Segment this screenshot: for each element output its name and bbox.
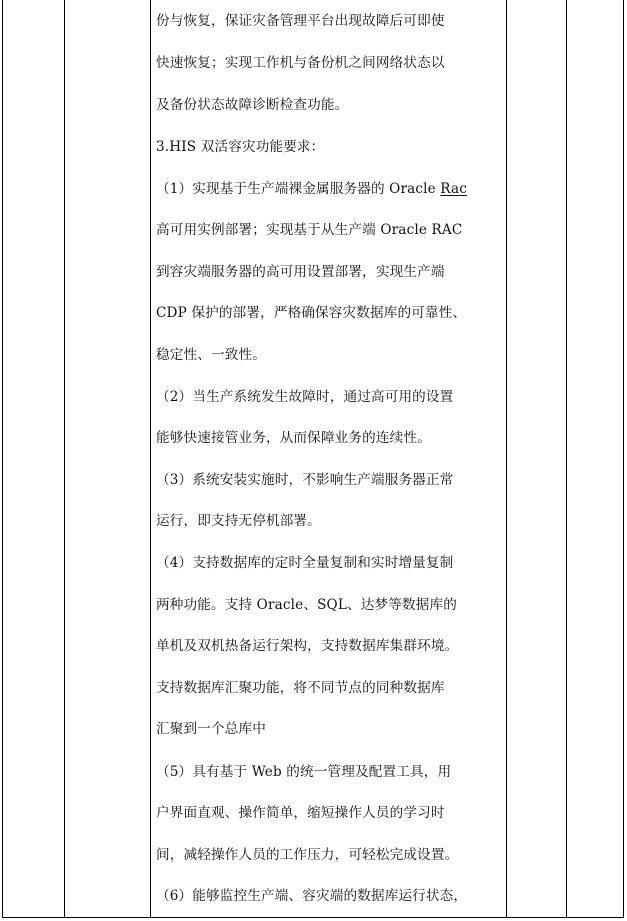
text-line: （5）具有基于 Web 的统一管理及配置工具，用: [156, 764, 452, 780]
text-line: （6）能够监控生产端、容灾端的数据库运行状态，: [156, 888, 468, 904]
text-line: CDP 保护的部署，严格确保容灾数据库的可靠性、: [156, 305, 467, 321]
text-line: 单机及双机热备运行架构，支持数据库集群环境。: [156, 638, 459, 654]
text-line: （3）系统安装实施时，不影响生产端服务器正常: [156, 472, 454, 488]
text-line: 汇聚到一个总库中: [156, 721, 266, 737]
text-line: 稳定性、一致性。: [156, 347, 266, 363]
text-line: 份与恢复，保证灾备管理平台出现故障后可即使: [156, 13, 445, 29]
column-divider: [566, 0, 567, 917]
text-line: 运行，即支持无停机部署。: [156, 513, 321, 529]
section-heading: 3.HIS 双活容灾功能要求：: [156, 139, 325, 155]
text-line: （2）当生产系统发生故障时，通过高可用的设置: [156, 389, 454, 405]
text-line: 间，减轻操作人员的工作压力，可轻松完成设置。: [156, 847, 459, 863]
text-line: 及备份状态故障诊断检查功能。: [156, 97, 349, 113]
underlined-word: Rac: [440, 181, 468, 197]
text-line-part: （1）实现基于生产端裸金属服务器的 Oracle: [156, 181, 441, 197]
text-line: （4）支持数据库的定时全量复制和实时增量复制: [156, 555, 454, 571]
column-divider: [64, 0, 65, 917]
text-line: 户界面直观、操作简单，缩短操作人员的学习时: [156, 805, 445, 821]
requirements-table: [2, 0, 624, 918]
text-line: 高可用实例部署；实现基于从生产端 Oracle RAC: [156, 222, 463, 238]
requirements-text-cell: [152, 0, 506, 917]
text-line: 快速恢复；实现工作机与备份机之间网络状态以: [156, 55, 445, 71]
text-line: 能够快速接管业务，从而保障业务的连续性。: [156, 430, 431, 446]
text-line: 两种功能。支持 Oracle、SQL、达梦等数据库的: [156, 597, 457, 613]
text-line: [156, 179, 467, 199]
column-divider: [506, 0, 507, 917]
text-line: 到容灾端服务器的高可用设置部署，实现生产端: [156, 264, 445, 280]
column-divider: [150, 0, 151, 917]
text-line: 支持数据库汇聚功能，将不同节点的同种数据库: [156, 680, 445, 696]
